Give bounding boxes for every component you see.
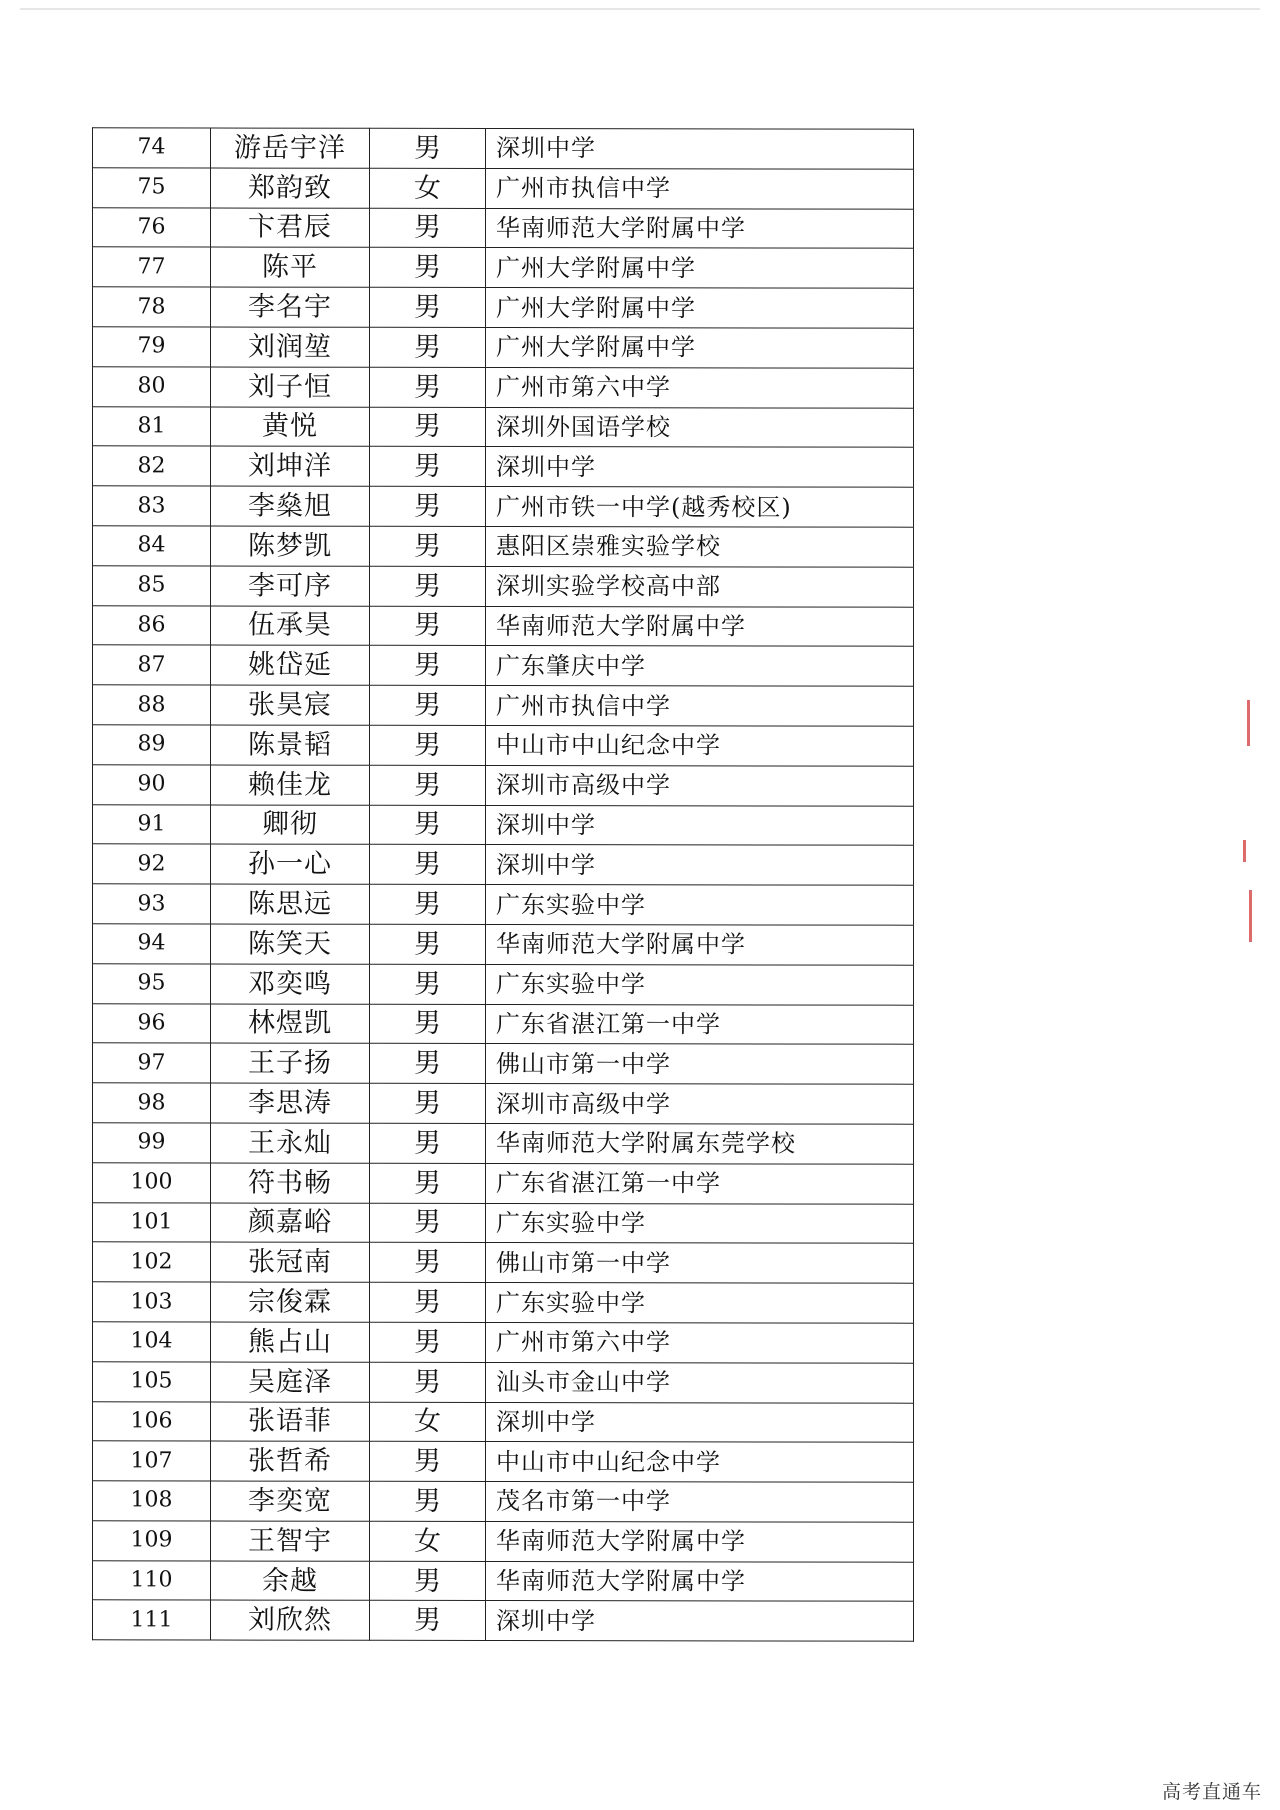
school-name: 广东实验中学: [486, 964, 914, 1005]
student-name: 张昊宸: [211, 685, 370, 725]
row-number: 74: [93, 128, 211, 168]
table-row: [93, 685, 914, 726]
student-name: 陈笑天: [211, 924, 370, 964]
student-name: 张语菲: [211, 1401, 370, 1441]
school-name: 深圳中学: [486, 128, 914, 169]
table-row: [93, 247, 914, 288]
table-row: [93, 168, 914, 209]
student-gender: 男: [370, 1163, 486, 1203]
student-name: 郑韵致: [211, 168, 370, 208]
student-gender: 男: [370, 1442, 486, 1482]
student-gender: 男: [370, 287, 486, 327]
school-name: 广东省湛江第一中学: [486, 1004, 914, 1045]
school-name: 广州大学附属中学: [486, 327, 914, 368]
table-row: [93, 765, 914, 806]
student-name: 余越: [211, 1561, 370, 1601]
row-number: 92: [93, 844, 211, 884]
student-gender: 男: [370, 447, 486, 487]
student-name: 刘润堃: [211, 327, 370, 367]
row-number: 107: [93, 1441, 211, 1481]
table-row: [93, 1361, 914, 1402]
student-name: 李名宇: [211, 287, 370, 327]
school-name: 中山市中山纪念中学: [486, 725, 914, 766]
student-gender: 男: [370, 765, 486, 805]
table-row: [93, 1481, 914, 1522]
student-name: 卿彻: [211, 805, 370, 845]
student-name: 陈平: [211, 247, 370, 287]
school-name: 广东实验中学: [486, 885, 914, 926]
student-name: 李思涛: [211, 1083, 370, 1123]
school-name: 深圳市高级中学: [486, 765, 914, 806]
table-row: [93, 327, 914, 368]
school-name: 深圳中学: [486, 845, 914, 886]
school-name: 汕头市金山中学: [486, 1362, 914, 1403]
table-row: [93, 1600, 914, 1641]
student-gender: 男: [370, 1481, 486, 1521]
row-number: 94: [93, 924, 211, 964]
row-number: 99: [93, 1123, 211, 1163]
row-number: 85: [93, 566, 211, 606]
school-name: 深圳外国语学校: [486, 407, 914, 448]
row-number: 109: [93, 1521, 211, 1561]
table-row: [93, 566, 914, 607]
school-name: 华南师范大学附属中学: [486, 606, 914, 647]
school-name: 中山市中山纪念中学: [486, 1442, 914, 1483]
school-name: 广州市执信中学: [486, 168, 914, 209]
school-name: 深圳市高级中学: [486, 1084, 914, 1125]
table-row: [93, 1441, 914, 1482]
student-gender: 男: [370, 1243, 486, 1283]
student-name: 赖佳龙: [211, 765, 370, 805]
row-number: 93: [93, 884, 211, 924]
student-gender: 男: [370, 924, 486, 964]
row-number: 96: [93, 1003, 211, 1043]
school-name: 广州市第六中学: [486, 367, 914, 408]
student-name: 李燊旭: [211, 486, 370, 526]
row-number: 82: [93, 446, 211, 486]
row-number: 106: [93, 1401, 211, 1441]
student-gender: 男: [370, 1282, 486, 1322]
student-gender: 男: [370, 566, 486, 606]
school-name: 深圳中学: [486, 1601, 914, 1642]
row-number: 111: [93, 1600, 211, 1640]
table-row: [93, 725, 914, 766]
school-name: 广州市第六中学: [486, 1322, 914, 1363]
school-name: 华南师范大学附属东莞学校: [486, 1123, 914, 1164]
student-gender: 男: [370, 526, 486, 566]
student-gender: 男: [370, 248, 486, 288]
row-number: 78: [93, 287, 211, 327]
school-name: 深圳实验学校高中部: [486, 566, 914, 607]
student-name: 伍承昊: [211, 606, 370, 646]
row-number: 101: [93, 1202, 211, 1242]
table-row: [93, 884, 914, 925]
row-number: 76: [93, 207, 211, 247]
school-name: 广东实验中学: [486, 1203, 914, 1244]
table-row: [93, 1242, 914, 1283]
student-name: 王永灿: [211, 1123, 370, 1163]
row-number: 89: [93, 725, 211, 765]
red-seal-fragment: [1247, 700, 1250, 746]
student-name: 刘子恒: [211, 367, 370, 407]
table-row: [93, 1521, 914, 1562]
student-gender: 男: [370, 327, 486, 367]
student-gender: 男: [370, 725, 486, 765]
student-gender: 男: [370, 1601, 486, 1641]
student-name: 王子扬: [211, 1043, 370, 1083]
school-name: 广州市铁一中学(越秀校区): [486, 487, 914, 528]
row-number: 81: [93, 406, 211, 446]
student-gender: 女: [370, 1402, 486, 1442]
student-name: 熊占山: [211, 1322, 370, 1362]
table-row: [93, 964, 914, 1005]
student-name: 游岳宇洋: [211, 128, 370, 168]
school-name: 华南师范大学附属中学: [486, 1561, 914, 1602]
table-row: [93, 1163, 914, 1204]
table-row: [93, 1322, 914, 1363]
student-gender: 男: [370, 685, 486, 725]
student-name: 刘坤洋: [211, 446, 370, 486]
student-gender: 男: [370, 407, 486, 447]
row-number: 95: [93, 964, 211, 1004]
red-seal-fragment: [1243, 840, 1246, 862]
school-name: 华南师范大学附属中学: [486, 208, 914, 249]
school-name: 广州大学附属中学: [486, 248, 914, 289]
school-name: 广东省湛江第一中学: [486, 1163, 914, 1204]
table-row: [93, 844, 914, 885]
student-gender: 男: [370, 845, 486, 885]
row-number: 108: [93, 1481, 211, 1521]
school-name: 佛山市第一中学: [486, 1243, 914, 1284]
student-name: 李奕宽: [211, 1481, 370, 1521]
table-row: [93, 1560, 914, 1601]
student-name: 卞君辰: [211, 208, 370, 248]
row-number: 88: [93, 685, 211, 725]
student-name: 符书畅: [211, 1163, 370, 1203]
student-name: 颜嘉峪: [211, 1203, 370, 1243]
table-row: [93, 446, 914, 487]
school-name: 华南师范大学附属中学: [486, 1521, 914, 1562]
row-number: 79: [93, 327, 211, 367]
student-gender: 男: [370, 1004, 486, 1044]
student-gender: 男: [370, 486, 486, 526]
student-name: 李可序: [211, 566, 370, 606]
student-gender: 男: [370, 805, 486, 845]
table-row: [93, 924, 914, 965]
row-number: 110: [93, 1560, 211, 1600]
student-name: 陈景韬: [211, 725, 370, 765]
row-number: 102: [93, 1242, 211, 1282]
row-number: 84: [93, 526, 211, 566]
school-name: 广东肇庆中学: [486, 646, 914, 687]
roster-body: [93, 128, 914, 1642]
student-name: 王智宇: [211, 1521, 370, 1561]
school-name: 佛山市第一中学: [486, 1044, 914, 1085]
student-name: 吴庭泽: [211, 1362, 370, 1402]
student-gender: 女: [370, 1521, 486, 1561]
table-row: [93, 367, 914, 408]
row-number: 86: [93, 605, 211, 645]
row-number: 103: [93, 1282, 211, 1322]
row-number: 97: [93, 1043, 211, 1083]
school-name: 广州市执信中学: [486, 686, 914, 727]
row-number: 100: [93, 1163, 211, 1203]
school-name: 深圳中学: [486, 805, 914, 846]
row-number: 83: [93, 486, 211, 526]
school-name: 广州大学附属中学: [486, 288, 914, 329]
row-number: 91: [93, 804, 211, 844]
student-gender: 男: [370, 606, 486, 646]
student-gender: 男: [370, 1561, 486, 1601]
school-name: 深圳中学: [486, 447, 914, 488]
student-gender: 男: [370, 208, 486, 248]
table-row: [93, 1282, 914, 1323]
row-number: 105: [93, 1361, 211, 1401]
student-gender: 男: [370, 1044, 486, 1084]
school-name: 广东实验中学: [486, 1283, 914, 1324]
table-row: [93, 406, 914, 447]
table-row: [93, 287, 914, 328]
student-name: 黄悦: [211, 407, 370, 447]
table-row: [93, 804, 914, 845]
school-name: 茂名市第一中学: [486, 1482, 914, 1523]
table-row: [93, 1401, 914, 1442]
student-name: 姚岱延: [211, 645, 370, 685]
table-row: [93, 605, 914, 646]
row-number: 80: [93, 367, 211, 407]
table-row: [93, 1123, 914, 1164]
student-roster-table: [92, 127, 914, 1642]
student-gender: 男: [370, 1322, 486, 1362]
student-name: 宗俊霖: [211, 1282, 370, 1322]
table-row: [93, 1043, 914, 1084]
row-number: 98: [93, 1083, 211, 1123]
table-row: [93, 486, 914, 527]
row-number: 77: [93, 247, 211, 287]
row-number: 75: [93, 168, 211, 208]
student-name: 刘欣然: [211, 1600, 370, 1640]
school-name: 深圳中学: [486, 1402, 914, 1443]
table-row: [93, 526, 914, 567]
table-row: [93, 1003, 914, 1044]
student-gender: 男: [370, 646, 486, 686]
student-name: 张哲希: [211, 1441, 370, 1481]
row-number: 87: [93, 645, 211, 685]
student-name: 孙一心: [211, 844, 370, 884]
student-name: 邓奕鸣: [211, 964, 370, 1004]
student-name: 陈思远: [211, 884, 370, 924]
student-gender: 女: [370, 168, 486, 208]
student-gender: 男: [370, 128, 486, 168]
table-row: [93, 128, 914, 169]
table-row: [93, 207, 914, 248]
row-number: 104: [93, 1322, 211, 1362]
school-name: 惠阳区崇雅实验学校: [486, 526, 914, 567]
student-name: 张冠南: [211, 1242, 370, 1282]
watermark-text: 高考直通车: [1161, 1781, 1262, 1803]
row-number: 90: [93, 765, 211, 805]
school-name: 华南师范大学附属中学: [486, 924, 914, 965]
scan-edge-line: [20, 8, 1260, 10]
table-row: [93, 645, 914, 686]
table-row: [93, 1202, 914, 1243]
red-seal-fragment: [1249, 890, 1252, 942]
student-gender: 男: [370, 884, 486, 924]
student-gender: 男: [370, 1123, 486, 1163]
student-name: 陈梦凯: [211, 526, 370, 566]
student-gender: 男: [370, 1362, 486, 1402]
student-gender: 男: [370, 964, 486, 1004]
table-row: [93, 1083, 914, 1124]
student-gender: 男: [370, 1083, 486, 1123]
student-name: 林煜凯: [211, 1004, 370, 1044]
student-gender: 男: [370, 367, 486, 407]
student-gender: 男: [370, 1203, 486, 1243]
